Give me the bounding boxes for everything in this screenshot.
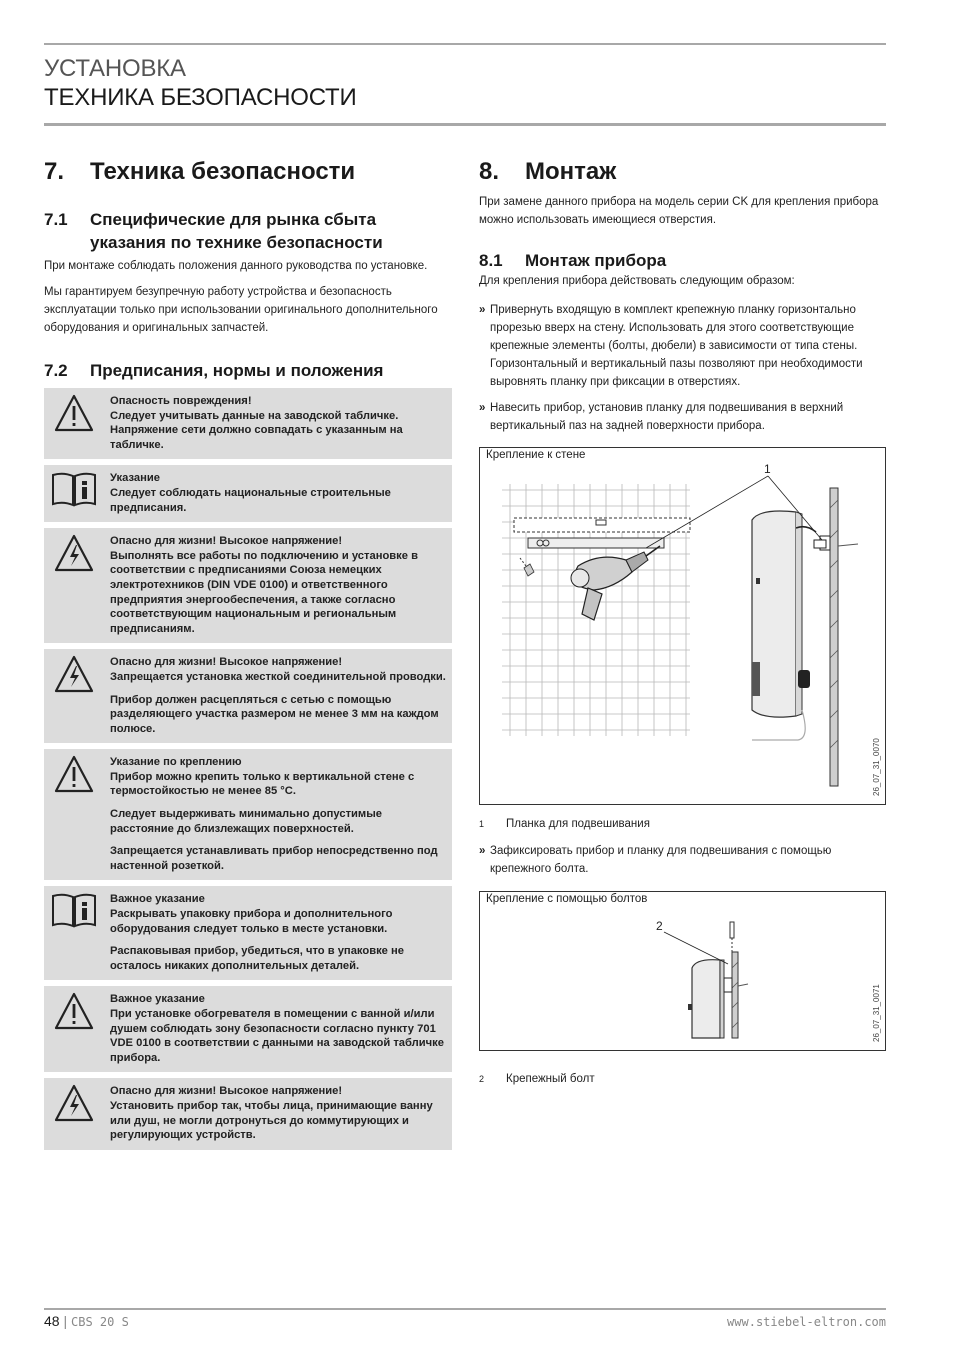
header-line-2: ТЕХНИКА БЕЗОПАСНОСТИ <box>44 84 357 111</box>
page-header <box>44 54 357 112</box>
notice-bathroom-voltage: Опасно для жизни! Высокое напряжение! Установить прибор так, чтобы лица, принимающие ванну или душ, не могли дотронуться до коммутирующих и регулирующих устройств. <box>44 1078 452 1149</box>
warning-triangle-icon <box>44 388 104 459</box>
footer-rule <box>44 1308 886 1310</box>
header-line-1: УСТАНОВКА <box>44 55 186 82</box>
section-8-paragraph: При замене данного прибора на модель серии CK для крепления прибора можно использовать имеющиеся отверстия. <box>479 196 879 226</box>
notice-mounting: Указание по креплению Прибор можно крепить только к вертикальной стене с термостойкостью не менее 85 °C. Следует выдерживать минимально допустимые расстояние до близлежащих поверхностей. Запрещается устанавливать прибор непосредственно под настенной розеткой. <box>44 749 452 880</box>
section-7-1-paragraph-2: Мы гарантируем безупречную работу устройства и безопасность эксплуатации только при использовании оригинального дополнительного оборудования и оригинальных запчастей. <box>44 286 438 334</box>
top-rule <box>44 43 886 45</box>
high-voltage-icon <box>44 528 104 643</box>
footer-left: 48 | CBS 20 S <box>44 1313 129 1329</box>
figure-legend: 2 Крепежный болт <box>479 1073 595 1085</box>
info-book-icon <box>44 886 104 980</box>
section-7-2-heading: 7.2 Предписания, нормы и положения <box>44 361 384 380</box>
callout-1: 1 <box>764 462 771 476</box>
figure-code: 26_07_31_0071 <box>872 984 881 1042</box>
section-7-1-paragraph-1: При монтаже соблюдать положения данного руководства по установке. <box>44 260 428 272</box>
notice-rigid-wiring: Опасно для жизни! Высокое напряжение! Запрещается установка жесткой соединительной проводки. Прибор должен расцепляться с сетью с помощью разделяющего участка размером не менее 3 мм на каждом полюсе. <box>44 649 452 743</box>
figure-code: 26_07_31_0070 <box>872 738 881 796</box>
notice-unpacking: Важное указание Раскрывать упаковку прибора и дополнительного оборудования следует только в месте установки. Распаковывая прибор, убедиться, что в упаковке не осталось никаких дополнительных деталей. <box>44 886 452 980</box>
header-rule <box>44 123 886 126</box>
bolt-mounting-illustration <box>480 892 885 1050</box>
figure-bolt-mounting <box>479 891 886 1051</box>
high-voltage-icon <box>44 649 104 743</box>
notice-damage-warning: Опасность повреждения! Следует учитывать данные на заводской табличке. Напряжение сети должно совпадать с указанным на табличке. <box>44 388 452 459</box>
warning-triangle-icon <box>44 986 104 1072</box>
step-bullet: » Зафиксировать прибор и планку для подвешивания с помощью крепежного болта. <box>479 845 832 875</box>
wall-mounting-illustration <box>480 448 885 804</box>
section-8-1-intro: Для крепления прибора действовать следующим образом: <box>479 275 795 287</box>
step-bullet: » Навесить прибор, установив планку для подвешивания в верхний вертикальный паз на задней поверхности прибора. <box>479 402 844 432</box>
section-7-1-heading: 7.1 Специфические для рынка сбыта указания по технике безопасности <box>44 210 383 252</box>
notice-bathroom-zone: Важное указание При установке обогревателя в помещении с ванной и/или душем соблюдать зону безопасности согласно пункту 701 VDE 0100 в соответствии с данными на заводской табличке прибора. <box>44 986 452 1072</box>
model-name: CBS 20 S <box>71 1315 129 1329</box>
page-number: 48 <box>44 1313 60 1329</box>
high-voltage-icon <box>44 1078 104 1149</box>
notice-high-voltage-connection: Опасно для жизни! Высокое напряжение! Выполнять все работы по подключению и установке в соответствии с предписаниями Союза немецких электротехников (DIN VDE 0100) и ответственного предприятия энергообеспечения, а также согласно соответствующим национальным и региональным предписаниям. <box>44 528 452 643</box>
right-column <box>479 156 886 1088</box>
callout-2: 2 <box>656 919 663 933</box>
section-8-heading: 8. Монтаж <box>479 158 617 185</box>
left-column <box>44 156 452 1150</box>
figure-legend: 1 Планка для подвешивания <box>479 818 650 830</box>
section-8-1-heading: 8.1 Монтаж прибора <box>479 251 667 270</box>
step-bullet: » Привернуть входящую в комплект крепежную планку горизонтально прорезью вверх на стену. Использовать для этого соответствующие крепежные элементы (болты, дюбели) в зависимости от типа стены. Горизонтальный и вертикальный пазы позволяют при необходимости выровнять планку при фиксации в отверстиях. <box>479 304 863 388</box>
figure-caption: Крепление к стене <box>486 449 586 461</box>
figure-caption: Крепление с помощью болтов <box>486 893 648 905</box>
notice-building-regulations: Указание Следует соблюдать национальные строительные предписания. <box>44 465 452 522</box>
info-book-icon <box>44 465 104 522</box>
figure-wall-mounting <box>479 447 886 805</box>
warning-triangle-icon <box>44 749 104 880</box>
footer-url[interactable]: www.stiebel-eltron.com <box>727 1315 886 1329</box>
section-7-heading: 7. Техника безопасности <box>44 158 356 185</box>
